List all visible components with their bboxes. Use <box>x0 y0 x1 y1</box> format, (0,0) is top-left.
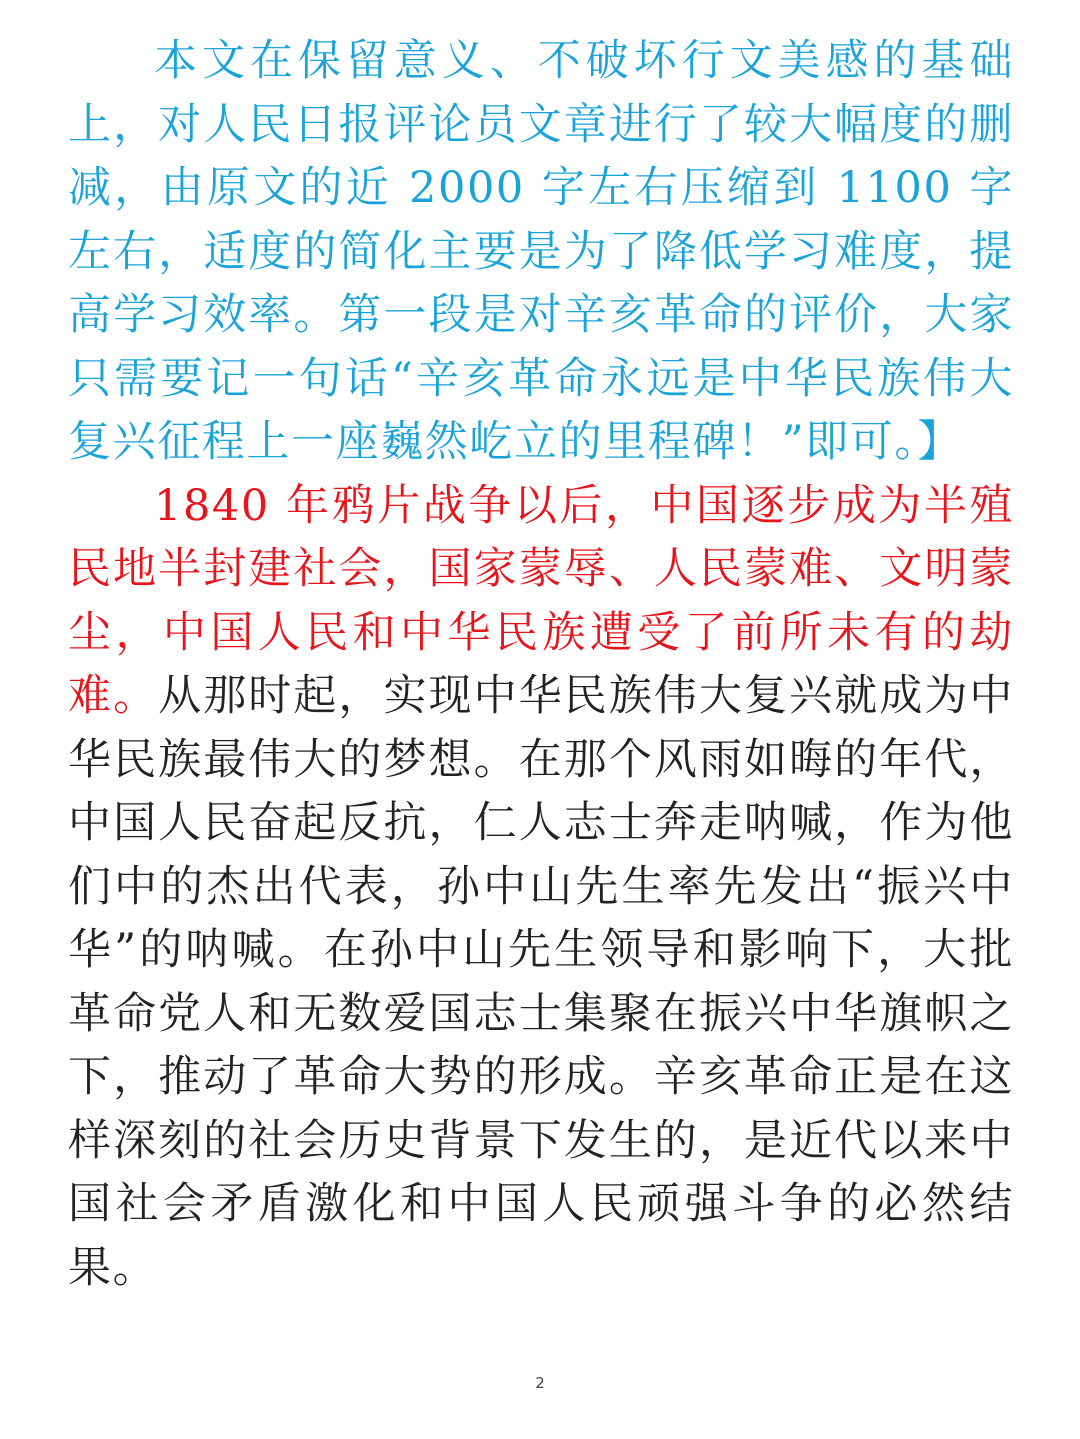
editor-note-text: 本文在保留意义、不破坏行文美感的基础上，对人民日报评论员文章进行了较大幅度的删减，由原文的近 2000 字左右压缩到 1100 字左右，适度的简化主要是为了降低学习难度，提高学习效率。第一段是对辛亥革命的评价，大家只需要记一句话“辛亥革命永远是中华民族伟大复兴征程上一座巍然屹立的里程碑！”即可。】 <box>68 36 1014 467</box>
highlighted-sentence: 1840 年鸦片战争以后，中国逐步成为半殖民地半封建社会，国家蒙辱、人民蒙难、文明蒙尘，中国人民和中华民族遭受了前所未有的劫难。 <box>68 480 1014 721</box>
document-body <box>68 30 1014 1300</box>
body-text: 从那时起，实现中华民族伟大复兴就成为中华民族最伟大的梦想。在那个风雨如晦的年代，中国人民奋起反抗，仁人志士奔走呐喊，作为他们中的杰出代表，孙中山先生率先发出“振兴中华”的呐喊。在孙中山先生领导和影响下，大批革命党人和无数爱国志士集聚在振兴中华旗帜之下，推动了革命大势的形成。辛亥革命正是在这样深刻的社会历史背景下发生的，是近代以来中国社会矛盾激化和中国人民顽强斗争的必然结果。 <box>68 671 1014 1293</box>
page-number: 2 <box>535 1374 545 1392</box>
editor-note-paragraph <box>68 30 1014 475</box>
main-paragraph <box>68 475 1014 1301</box>
